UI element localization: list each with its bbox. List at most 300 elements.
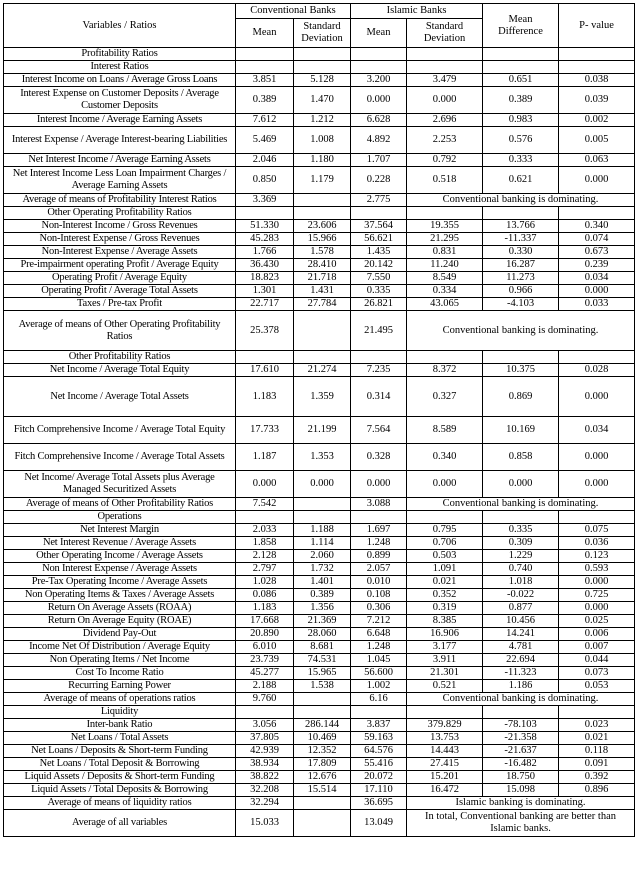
header-islamic-mean: Mean bbox=[351, 19, 407, 48]
conventional-mean: 18.823 bbox=[236, 272, 294, 285]
islamic-sd: 27.415 bbox=[407, 758, 483, 771]
islamic-mean: 0.108 bbox=[351, 589, 407, 602]
table-row bbox=[4, 272, 635, 285]
conventional-mean: 38.934 bbox=[236, 758, 294, 771]
conventional-mean: 2.033 bbox=[236, 524, 294, 537]
average-label: Average of means of Profitability Interest Ratios bbox=[4, 194, 236, 207]
mean-difference: 0.576 bbox=[483, 127, 559, 154]
conventional-sd: 21.718 bbox=[294, 272, 351, 285]
p-value: 0.025 bbox=[559, 615, 635, 628]
conventional-sd: 21.274 bbox=[294, 364, 351, 377]
empty-cell bbox=[559, 511, 635, 524]
empty-cell bbox=[294, 498, 351, 511]
conventional-sd: 8.681 bbox=[294, 641, 351, 654]
section-row bbox=[4, 207, 635, 220]
mean-difference: 11.273 bbox=[483, 272, 559, 285]
conclusion-note: In total, Conventional banking are better than Islamic banks. bbox=[407, 810, 635, 837]
empty-cell bbox=[236, 706, 294, 719]
islamic-sd: 0.319 bbox=[407, 602, 483, 615]
islamic-mean: 7.550 bbox=[351, 272, 407, 285]
average-row bbox=[4, 797, 635, 810]
section-row bbox=[4, 61, 635, 74]
table-row bbox=[4, 444, 635, 471]
average-row bbox=[4, 194, 635, 207]
conventional-sd: 28.060 bbox=[294, 628, 351, 641]
conventional-mean: 38.822 bbox=[236, 771, 294, 784]
empty-cell bbox=[294, 810, 351, 837]
conventional-mean: 2.046 bbox=[236, 154, 294, 167]
variable-label: Net Interest Income / Average Earning Assets bbox=[4, 154, 236, 167]
islamic-mean: 64.576 bbox=[351, 745, 407, 758]
mean-difference: 0.869 bbox=[483, 377, 559, 417]
table-row bbox=[4, 377, 635, 417]
p-value: 0.074 bbox=[559, 233, 635, 246]
conventional-sd: 5.128 bbox=[294, 74, 351, 87]
conventional-sd: 28.410 bbox=[294, 259, 351, 272]
islamic-mean: 0.899 bbox=[351, 550, 407, 563]
header-conventional-mean: Mean bbox=[236, 19, 294, 48]
mean-difference: 0.000 bbox=[483, 471, 559, 498]
variable-label: Net Income / Average Total Equity bbox=[4, 364, 236, 377]
conventional-sd: 1.114 bbox=[294, 537, 351, 550]
islamic-sd: 3.177 bbox=[407, 641, 483, 654]
table-row bbox=[4, 364, 635, 377]
conventional-mean: 3.056 bbox=[236, 719, 294, 732]
p-value: 0.028 bbox=[559, 364, 635, 377]
section-row bbox=[4, 511, 635, 524]
islamic-sd: 379.829 bbox=[407, 719, 483, 732]
conventional-sd: 12.352 bbox=[294, 745, 351, 758]
variable-label: Net Loans / Deposits & Short-term Funding bbox=[4, 745, 236, 758]
variable-label: Dividend Pay-Out bbox=[4, 628, 236, 641]
p-value: 0.006 bbox=[559, 628, 635, 641]
p-value: 0.039 bbox=[559, 87, 635, 114]
table-row bbox=[4, 628, 635, 641]
empty-cell bbox=[294, 311, 351, 351]
islamic-sd: 0.000 bbox=[407, 471, 483, 498]
average-row bbox=[4, 311, 635, 351]
conventional-mean: 17.733 bbox=[236, 417, 294, 444]
islamic-average: 21.495 bbox=[351, 311, 407, 351]
average-label: Average of means of Other Operating Profitability Ratios bbox=[4, 311, 236, 351]
conventional-sd: 1.732 bbox=[294, 563, 351, 576]
mean-difference: 1.186 bbox=[483, 680, 559, 693]
variable-label: Pre-impairment operating Profit / Average Equity bbox=[4, 259, 236, 272]
conventional-mean: 51.330 bbox=[236, 220, 294, 233]
header-conventional-sd: Standard Deviation bbox=[294, 19, 351, 48]
islamic-sd: 0.340 bbox=[407, 444, 483, 471]
islamic-mean: 6.628 bbox=[351, 114, 407, 127]
p-value: 0.023 bbox=[559, 719, 635, 732]
table-row bbox=[4, 246, 635, 259]
section-label: Other Profitability Ratios bbox=[4, 351, 236, 364]
islamic-mean: 0.314 bbox=[351, 377, 407, 417]
mean-difference: 13.766 bbox=[483, 220, 559, 233]
table-row bbox=[4, 563, 635, 576]
conventional-mean: 5.469 bbox=[236, 127, 294, 154]
islamic-mean: 1.435 bbox=[351, 246, 407, 259]
mean-difference: -11.323 bbox=[483, 667, 559, 680]
islamic-sd: 0.795 bbox=[407, 524, 483, 537]
mean-difference: 0.966 bbox=[483, 285, 559, 298]
empty-cell bbox=[483, 48, 559, 61]
variable-label: Income Net Of Distribution / Average Equity bbox=[4, 641, 236, 654]
empty-cell bbox=[407, 207, 483, 220]
p-value: 0.033 bbox=[559, 298, 635, 311]
conventional-mean: 6.010 bbox=[236, 641, 294, 654]
islamic-sd: 0.352 bbox=[407, 589, 483, 602]
islamic-sd: 8.385 bbox=[407, 615, 483, 628]
p-value: 0.000 bbox=[559, 285, 635, 298]
islamic-sd: 0.021 bbox=[407, 576, 483, 589]
conventional-sd: 1.578 bbox=[294, 246, 351, 259]
conclusion-note: Islamic banking is dominating. bbox=[407, 797, 635, 810]
conventional-mean: 0.086 bbox=[236, 589, 294, 602]
conventional-mean: 42.939 bbox=[236, 745, 294, 758]
section-label: Other Operating Profitability Ratios bbox=[4, 207, 236, 220]
islamic-mean: 0.328 bbox=[351, 444, 407, 471]
islamic-average: 36.695 bbox=[351, 797, 407, 810]
variable-label: Return On Average Equity (ROAE) bbox=[4, 615, 236, 628]
variable-label: Interest Expense on Customer Deposits / Average Customer Deposits bbox=[4, 87, 236, 114]
variable-label: Operating Profit / Average Total Assets bbox=[4, 285, 236, 298]
conventional-sd: 15.966 bbox=[294, 233, 351, 246]
variable-label: Liquid Assets / Deposits & Short-term Funding bbox=[4, 771, 236, 784]
variable-label: Taxes / Pre-tax Profit bbox=[4, 298, 236, 311]
islamic-mean: 2.057 bbox=[351, 563, 407, 576]
islamic-sd: 3.911 bbox=[407, 654, 483, 667]
conventional-mean: 1.187 bbox=[236, 444, 294, 471]
conventional-average: 3.369 bbox=[236, 194, 294, 207]
islamic-sd: 8.372 bbox=[407, 364, 483, 377]
conventional-sd: 1.401 bbox=[294, 576, 351, 589]
variable-label: Net Interest Income Less Loan Impairment Charges / Average Earning Assets bbox=[4, 167, 236, 194]
average-row bbox=[4, 810, 635, 837]
islamic-sd: 11.240 bbox=[407, 259, 483, 272]
conclusion-note: Conventional banking is dominating. bbox=[407, 311, 635, 351]
mean-difference: 0.335 bbox=[483, 524, 559, 537]
mean-difference: 0.309 bbox=[483, 537, 559, 550]
p-value: 0.725 bbox=[559, 589, 635, 602]
table-body bbox=[4, 48, 635, 837]
p-value: 0.091 bbox=[559, 758, 635, 771]
empty-cell bbox=[351, 511, 407, 524]
variable-label: Net Interest Margin bbox=[4, 524, 236, 537]
section-label: Interest Ratios bbox=[4, 61, 236, 74]
empty-cell bbox=[236, 351, 294, 364]
empty-cell bbox=[351, 706, 407, 719]
mean-difference: 1.018 bbox=[483, 576, 559, 589]
variable-label: Net Income/ Average Total Assets plus Average Managed Securitized Assets bbox=[4, 471, 236, 498]
table-row bbox=[4, 576, 635, 589]
mean-difference: -0.022 bbox=[483, 589, 559, 602]
p-value: 0.034 bbox=[559, 272, 635, 285]
variable-label: Non Operating Items & Taxes / Average Assets bbox=[4, 589, 236, 602]
islamic-sd: 15.201 bbox=[407, 771, 483, 784]
section-row bbox=[4, 706, 635, 719]
islamic-mean: 37.564 bbox=[351, 220, 407, 233]
conventional-sd: 1.431 bbox=[294, 285, 351, 298]
conventional-sd: 74.531 bbox=[294, 654, 351, 667]
empty-cell bbox=[351, 48, 407, 61]
empty-cell bbox=[351, 207, 407, 220]
variable-label: Operating Profit / Average Equity bbox=[4, 272, 236, 285]
islamic-sd: 8.589 bbox=[407, 417, 483, 444]
empty-cell bbox=[483, 61, 559, 74]
p-value: 0.239 bbox=[559, 259, 635, 272]
mean-difference: -21.637 bbox=[483, 745, 559, 758]
header-islamic-banks: Islamic Banks bbox=[351, 4, 483, 19]
table-row bbox=[4, 87, 635, 114]
mean-difference: 0.877 bbox=[483, 602, 559, 615]
table-row bbox=[4, 471, 635, 498]
p-value: 0.000 bbox=[559, 167, 635, 194]
islamic-sd: 0.327 bbox=[407, 377, 483, 417]
empty-cell bbox=[294, 194, 351, 207]
empty-cell bbox=[559, 351, 635, 364]
p-value: 0.044 bbox=[559, 654, 635, 667]
conclusion-note: Conventional banking is dominating. bbox=[407, 194, 635, 207]
p-value: 0.021 bbox=[559, 732, 635, 745]
empty-cell bbox=[407, 351, 483, 364]
variable-label: Net Interest Revenue / Average Assets bbox=[4, 537, 236, 550]
conventional-mean: 1.858 bbox=[236, 537, 294, 550]
conventional-mean: 36.430 bbox=[236, 259, 294, 272]
empty-cell bbox=[236, 207, 294, 220]
islamic-sd: 8.549 bbox=[407, 272, 483, 285]
variable-label: Non-Interest Expense / Average Assets bbox=[4, 246, 236, 259]
conventional-mean: 1.183 bbox=[236, 602, 294, 615]
empty-cell bbox=[351, 351, 407, 364]
table-row bbox=[4, 114, 635, 127]
table-row bbox=[4, 680, 635, 693]
islamic-mean: 4.892 bbox=[351, 127, 407, 154]
mean-difference: 10.456 bbox=[483, 615, 559, 628]
p-value: 0.392 bbox=[559, 771, 635, 784]
table-row bbox=[4, 602, 635, 615]
conventional-sd: 17.809 bbox=[294, 758, 351, 771]
table-row bbox=[4, 654, 635, 667]
conventional-average: 9.760 bbox=[236, 693, 294, 706]
section-row bbox=[4, 48, 635, 61]
mean-difference: 0.333 bbox=[483, 154, 559, 167]
variable-label: Non-Interest Income / Gross Revenues bbox=[4, 220, 236, 233]
empty-cell bbox=[236, 48, 294, 61]
p-value: 0.036 bbox=[559, 537, 635, 550]
islamic-mean: 7.235 bbox=[351, 364, 407, 377]
conventional-sd: 21.369 bbox=[294, 615, 351, 628]
table-row bbox=[4, 641, 635, 654]
islamic-mean: 6.648 bbox=[351, 628, 407, 641]
empty-cell bbox=[236, 511, 294, 524]
empty-cell bbox=[559, 48, 635, 61]
islamic-sd: 0.000 bbox=[407, 87, 483, 114]
mean-difference: 0.651 bbox=[483, 74, 559, 87]
p-value: 0.034 bbox=[559, 417, 635, 444]
variable-label: Cost To Income Ratio bbox=[4, 667, 236, 680]
conventional-sd: 1.180 bbox=[294, 154, 351, 167]
conventional-sd: 1.538 bbox=[294, 680, 351, 693]
p-value: 0.123 bbox=[559, 550, 635, 563]
p-value: 0.673 bbox=[559, 246, 635, 259]
p-value: 0.038 bbox=[559, 74, 635, 87]
conventional-mean: 1.183 bbox=[236, 377, 294, 417]
table-row bbox=[4, 154, 635, 167]
islamic-sd: 0.521 bbox=[407, 680, 483, 693]
variable-label: Net Loans / Total Deposit & Borrowing bbox=[4, 758, 236, 771]
conventional-sd: 1.212 bbox=[294, 114, 351, 127]
variable-label: Fitch Comprehensive Income / Average Total Assets bbox=[4, 444, 236, 471]
header-mean-difference: Mean Difference bbox=[483, 4, 559, 48]
mean-difference: 4.781 bbox=[483, 641, 559, 654]
islamic-sd: 21.301 bbox=[407, 667, 483, 680]
conclusion-note: Conventional banking is dominating. bbox=[407, 498, 635, 511]
table-row bbox=[4, 667, 635, 680]
islamic-mean: 56.600 bbox=[351, 667, 407, 680]
mean-difference: 0.389 bbox=[483, 87, 559, 114]
conventional-sd: 15.514 bbox=[294, 784, 351, 797]
average-label: Average of means of Other Profitability Ratios bbox=[4, 498, 236, 511]
mean-difference: 18.750 bbox=[483, 771, 559, 784]
variable-label: Interest Expense / Average Interest-bearing Liabilities bbox=[4, 127, 236, 154]
conventional-sd: 1.353 bbox=[294, 444, 351, 471]
conventional-average: 25.378 bbox=[236, 311, 294, 351]
header-islamic-sd: Standard Deviation bbox=[407, 19, 483, 48]
conventional-sd: 15.965 bbox=[294, 667, 351, 680]
table-row bbox=[4, 127, 635, 154]
islamic-sd: 0.706 bbox=[407, 537, 483, 550]
conventional-mean: 0.000 bbox=[236, 471, 294, 498]
conventional-mean: 1.301 bbox=[236, 285, 294, 298]
p-value: 0.002 bbox=[559, 114, 635, 127]
islamic-average: 13.049 bbox=[351, 810, 407, 837]
table-row bbox=[4, 524, 635, 537]
islamic-mean: 0.000 bbox=[351, 471, 407, 498]
empty-cell bbox=[294, 706, 351, 719]
conventional-sd: 1.470 bbox=[294, 87, 351, 114]
p-value: 0.000 bbox=[559, 444, 635, 471]
islamic-average: 3.088 bbox=[351, 498, 407, 511]
islamic-mean: 20.142 bbox=[351, 259, 407, 272]
islamic-sd: 13.753 bbox=[407, 732, 483, 745]
islamic-mean: 1.707 bbox=[351, 154, 407, 167]
variable-label: Interest Income on Loans / Average Gross Loans bbox=[4, 74, 236, 87]
mean-difference: 0.740 bbox=[483, 563, 559, 576]
empty-cell bbox=[294, 61, 351, 74]
islamic-mean: 17.110 bbox=[351, 784, 407, 797]
conventional-mean: 2.797 bbox=[236, 563, 294, 576]
islamic-mean: 1.248 bbox=[351, 641, 407, 654]
empty-cell bbox=[236, 61, 294, 74]
islamic-sd: 14.443 bbox=[407, 745, 483, 758]
mean-difference: 16.287 bbox=[483, 259, 559, 272]
islamic-sd: 0.334 bbox=[407, 285, 483, 298]
islamic-mean: 7.212 bbox=[351, 615, 407, 628]
variable-label: Other Operating Income / Average Assets bbox=[4, 550, 236, 563]
islamic-sd: 0.831 bbox=[407, 246, 483, 259]
variable-label: Liquid Assets / Total Deposits & Borrowing bbox=[4, 784, 236, 797]
empty-cell bbox=[407, 706, 483, 719]
table-row bbox=[4, 771, 635, 784]
empty-cell bbox=[483, 207, 559, 220]
average-label: Average of means of liquidity ratios bbox=[4, 797, 236, 810]
empty-cell bbox=[559, 61, 635, 74]
table-row bbox=[4, 167, 635, 194]
p-value: 0.340 bbox=[559, 220, 635, 233]
table-row bbox=[4, 758, 635, 771]
table-row bbox=[4, 259, 635, 272]
mean-difference: -21.358 bbox=[483, 732, 559, 745]
conventional-sd: 1.008 bbox=[294, 127, 351, 154]
variable-label: Net Loans / Total Assets bbox=[4, 732, 236, 745]
mean-difference: 10.375 bbox=[483, 364, 559, 377]
section-label: Operations bbox=[4, 511, 236, 524]
empty-cell bbox=[294, 207, 351, 220]
conventional-mean: 2.128 bbox=[236, 550, 294, 563]
conventional-mean: 0.389 bbox=[236, 87, 294, 114]
conventional-mean: 17.668 bbox=[236, 615, 294, 628]
islamic-mean: 0.335 bbox=[351, 285, 407, 298]
p-value: 0.000 bbox=[559, 377, 635, 417]
p-value: 0.896 bbox=[559, 784, 635, 797]
islamic-sd: 16.472 bbox=[407, 784, 483, 797]
islamic-sd: 19.355 bbox=[407, 220, 483, 233]
islamic-mean: 0.306 bbox=[351, 602, 407, 615]
islamic-mean: 20.072 bbox=[351, 771, 407, 784]
islamic-mean: 1.002 bbox=[351, 680, 407, 693]
mean-difference: 0.621 bbox=[483, 167, 559, 194]
mean-difference: 15.098 bbox=[483, 784, 559, 797]
mean-difference: 0.983 bbox=[483, 114, 559, 127]
islamic-mean: 55.416 bbox=[351, 758, 407, 771]
variable-label: Fitch Comprehensive Income / Average Total Equity bbox=[4, 417, 236, 444]
table-row bbox=[4, 784, 635, 797]
table-row bbox=[4, 220, 635, 233]
table-row bbox=[4, 615, 635, 628]
mean-difference: 10.169 bbox=[483, 417, 559, 444]
conventional-sd: 10.469 bbox=[294, 732, 351, 745]
islamic-sd: 16.906 bbox=[407, 628, 483, 641]
table-row bbox=[4, 233, 635, 246]
header-p-value: P- value bbox=[559, 4, 635, 48]
islamic-average: 2.775 bbox=[351, 194, 407, 207]
islamic-mean: 0.000 bbox=[351, 87, 407, 114]
variable-label: Net Income / Average Total Assets bbox=[4, 377, 236, 417]
empty-cell bbox=[294, 48, 351, 61]
empty-cell bbox=[294, 797, 351, 810]
table-row bbox=[4, 285, 635, 298]
conventional-mean: 32.208 bbox=[236, 784, 294, 797]
mean-difference: 14.241 bbox=[483, 628, 559, 641]
conventional-sd: 0.000 bbox=[294, 471, 351, 498]
table-row bbox=[4, 74, 635, 87]
islamic-mean: 0.228 bbox=[351, 167, 407, 194]
islamic-mean: 7.564 bbox=[351, 417, 407, 444]
mean-difference: -78.103 bbox=[483, 719, 559, 732]
table-row bbox=[4, 732, 635, 745]
empty-cell bbox=[483, 706, 559, 719]
p-value: 0.053 bbox=[559, 680, 635, 693]
variable-label: Non Operating Items / Net Income bbox=[4, 654, 236, 667]
table-row bbox=[4, 550, 635, 563]
table-row bbox=[4, 589, 635, 602]
conventional-sd: 23.606 bbox=[294, 220, 351, 233]
conventional-mean: 17.610 bbox=[236, 364, 294, 377]
variable-label: Recurring Earning Power bbox=[4, 680, 236, 693]
average-label: Average of all variables bbox=[4, 810, 236, 837]
p-value: 0.075 bbox=[559, 524, 635, 537]
empty-cell bbox=[559, 706, 635, 719]
